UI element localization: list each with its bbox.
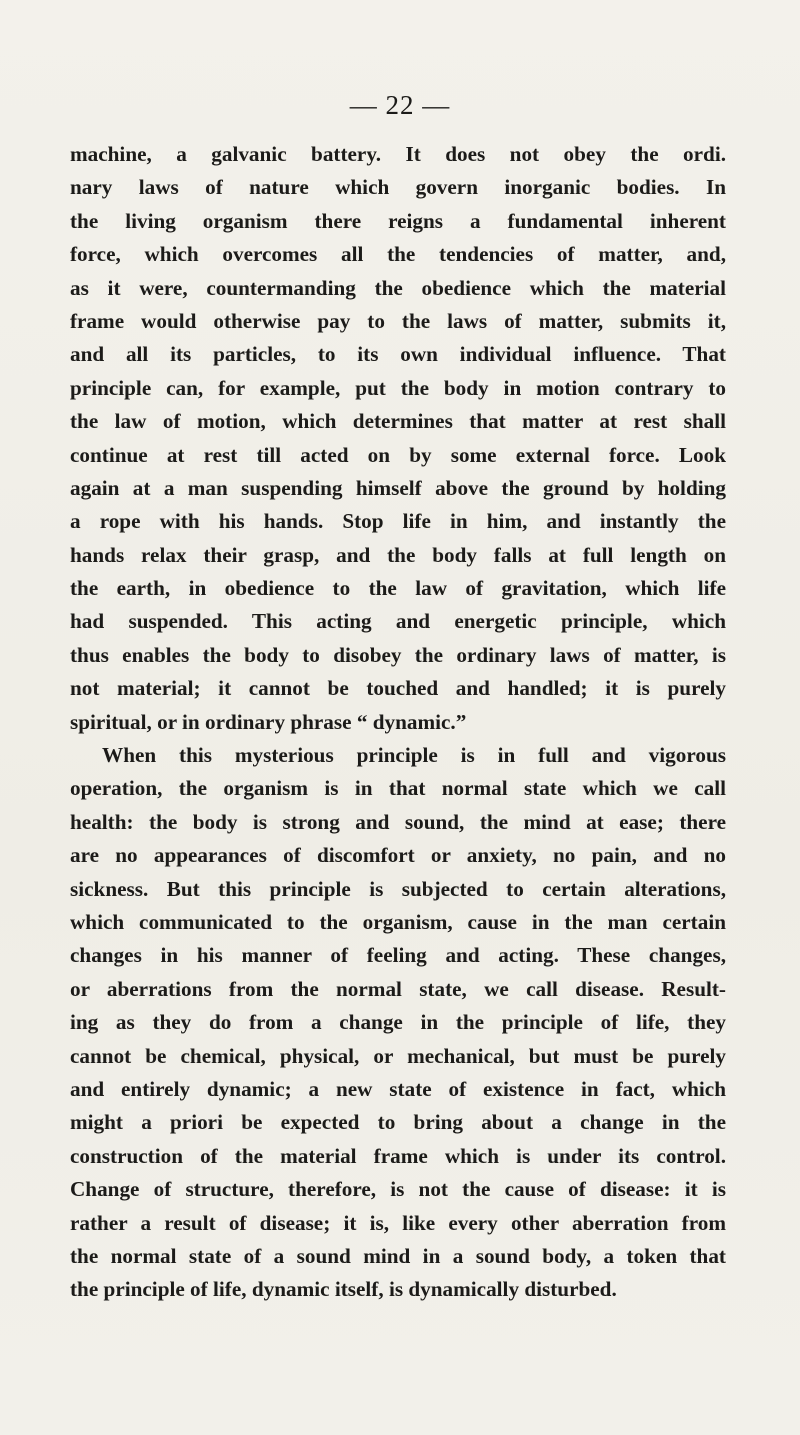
text-line: are no appearances of discomfort or anxiety, no pain, and no (70, 843, 726, 868)
text-line: ing as they do from a change in the principle of life, they (70, 1010, 726, 1035)
text-line: the principle of life, dynamic itself, is dynamically disturbed. (70, 1277, 617, 1302)
text-line: continue at rest till acted on by some external force. Look (70, 442, 726, 467)
text-line: had suspended. This acting and energetic principle, which (70, 609, 726, 634)
text-line: machine, a galvanic battery. It does not obey the ordi. (70, 142, 726, 166)
text-line: health: the body is strong and sound, the mind at ease; there (70, 809, 726, 834)
text-line: and all its particles, to its own individual influence. That (70, 342, 726, 367)
text-line: the law of motion, which determines that matter at rest shall (70, 409, 726, 434)
text-line: the living organism there reigns a fundamental inherent (70, 208, 726, 233)
text-line: and entirely dynamic; a new state of existence in fact, which (70, 1076, 726, 1101)
text-line: force, which overcomes all the tendencies of matter, and, (70, 242, 726, 267)
text-line: operation, the organism is in that normal state which we call (70, 776, 726, 801)
text-line: principle can, for example, put the body in motion contrary to (70, 375, 726, 400)
text-line: the normal state of a sound mind in a sound body, a token that (70, 1243, 726, 1268)
text-line: Change of structure, therefore, is not the cause of disease: it is (70, 1177, 726, 1202)
text-line: construction of the material frame which is under its control. (70, 1143, 726, 1168)
paragraph (70, 739, 726, 1307)
text-line: frame would otherwise pay to the laws of matter, submits it, (70, 308, 726, 333)
text-line: changes in his manner of feeling and acting. These changes, (70, 943, 726, 968)
text-line: not material; it cannot be touched and handled; it is purely (70, 676, 726, 701)
text-line: When this mysterious principle is in full and vigorous (102, 743, 726, 768)
body-text (70, 138, 726, 1307)
text-line: might a priori be expected to bring about a change in the (70, 1110, 726, 1135)
text-line: nary laws of nature which govern inorganic bodies. In (70, 175, 726, 200)
text-line: or aberrations from the normal state, we call disease. Result- (70, 976, 726, 1001)
text-line: rather a result of disease; it is, like every other aberration from (70, 1210, 726, 1235)
text-line: cannot be chemical, physical, or mechanical, but must be purely (70, 1043, 726, 1068)
text-line: again at a man suspending himself above the ground by holding (70, 475, 726, 500)
page-number: — 22 — (349, 90, 451, 120)
text-line: a rope with his hands. Stop life in him, and instantly the (70, 509, 726, 534)
text-line: as it were, countermanding the obedience which the material (70, 275, 726, 300)
text-line: sickness. But this principle is subjected to certain alterations, (70, 876, 726, 901)
text-line: the earth, in obedience to the law of gravitation, which life (70, 576, 726, 601)
text-line: hands relax their grasp, and the body falls at full length on (70, 542, 726, 567)
paragraph (70, 138, 726, 739)
text-line: spiritual, or in ordinary phrase “ dynamic.” (70, 709, 467, 734)
text-line: thus enables the body to disobey the ordinary laws of matter, is (70, 642, 726, 667)
text-line: which communicated to the organism, cause in the man certain (70, 909, 726, 934)
